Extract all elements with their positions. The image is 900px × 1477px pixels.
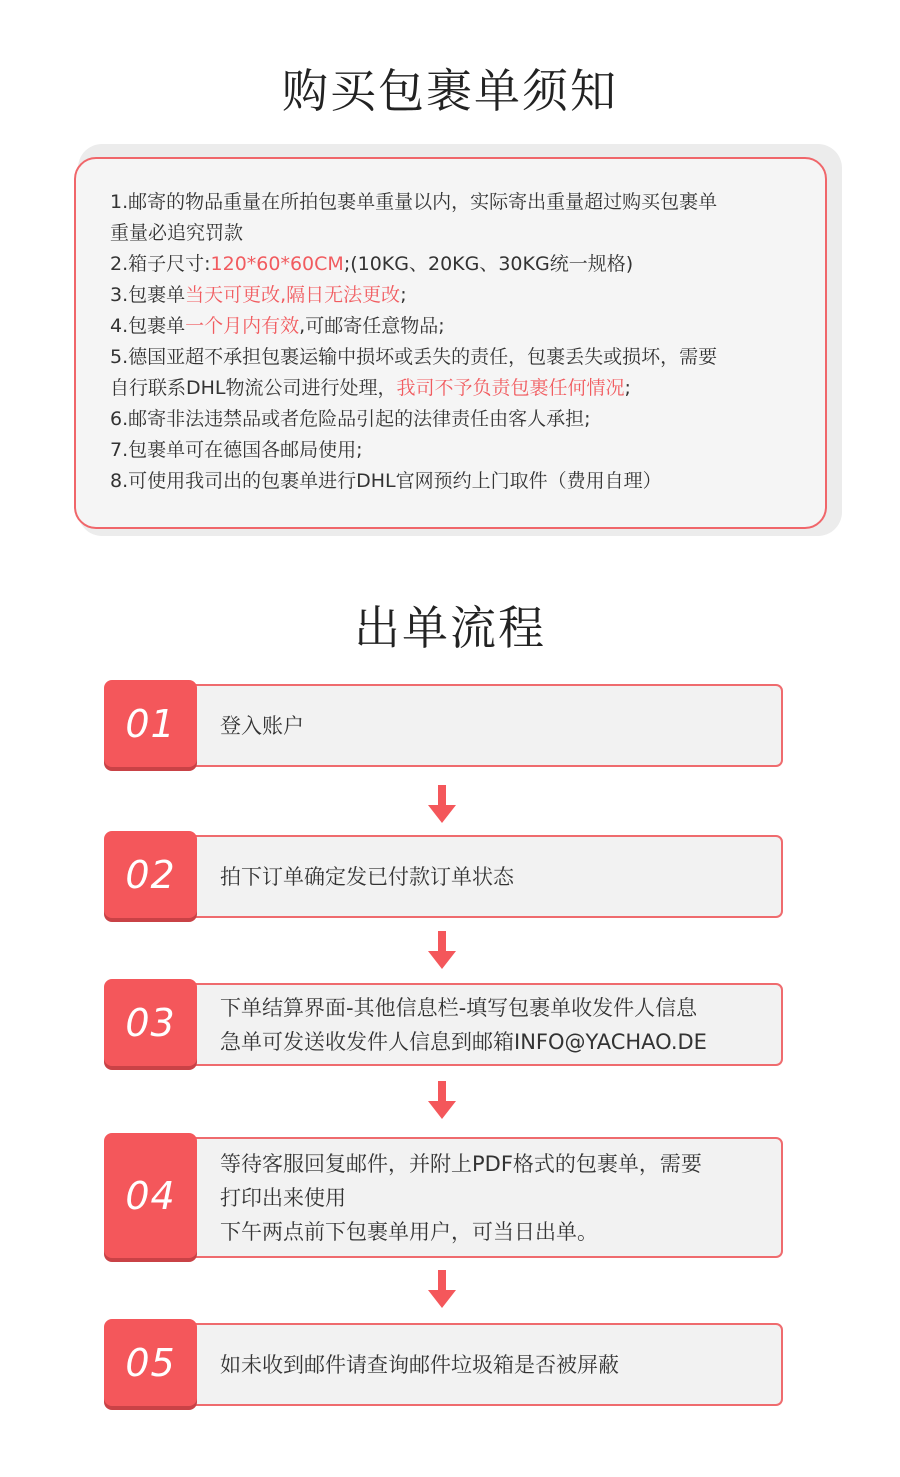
notice-item-8 <box>110 466 805 497</box>
notice-title: 购买包裹单须知 <box>282 64 618 118</box>
notice-text: 6.邮寄非法违禁品或者危险品引起的法律责任由客人承担; <box>110 408 591 430</box>
step-text-line: 急单可发送收发件人信息到邮箱INFO@YACHAO.DE <box>220 1029 707 1054</box>
notice-item-3 <box>110 280 805 311</box>
step-card-01 <box>106 684 783 767</box>
step-number-badge: 02 <box>104 831 197 918</box>
step-text-line: 等待客服回复邮件，并附上PDF格式的包裹单，需要 <box>220 1151 702 1176</box>
notice-text: ,可邮寄任意物品; <box>299 315 445 337</box>
step-card-02 <box>106 835 783 918</box>
notice-item-1 <box>110 187 805 218</box>
notice-text: ; <box>400 284 407 306</box>
step-text <box>220 684 769 767</box>
step-text <box>220 1137 769 1258</box>
step-card-03 <box>106 983 783 1066</box>
step-text-line: 打印出来使用 <box>220 1185 346 1210</box>
notice-text: 重量必追究罚款 <box>110 222 244 244</box>
notice-highlight: 我司不予负责包裹任何情况 <box>396 377 625 399</box>
step-text <box>220 1323 769 1406</box>
notice-item-1 <box>110 218 805 249</box>
notice-item-4 <box>110 311 805 342</box>
notice-text: ; <box>624 377 631 399</box>
notice-text: ;(10KG、20KG、30KG统一规格) <box>343 253 634 275</box>
step-text-line: 拍下订单确定发已付款订单状态 <box>220 864 514 889</box>
notice-item-6 <box>110 404 805 435</box>
step-text-line: 如未收到邮件请查询邮件垃圾箱是否被屏蔽 <box>220 1352 619 1377</box>
notice-text: 5.德国亚超不承担包裹运输中损坏或丢失的责任，包裹丢失或损坏，需要 <box>110 346 718 368</box>
notice-highlight: 120*60*60CM <box>210 253 344 275</box>
notice-item-5 <box>110 373 805 404</box>
step-number-badge: 04 <box>104 1133 197 1258</box>
down-arrow-icon <box>428 931 456 971</box>
notice-text: 3.包裹单 <box>110 284 186 306</box>
notice-box <box>74 157 827 529</box>
down-arrow-icon <box>428 1270 456 1310</box>
step-number-badge: 05 <box>104 1319 197 1406</box>
notice-text: 2.箱子尺寸: <box>110 253 211 275</box>
step-number-badge: 03 <box>104 979 197 1066</box>
notice-text: 4.包裹单 <box>110 315 186 337</box>
step-text-line: 下单结算界面-其他信息栏-填写包裹单收发件人信息 <box>220 995 698 1020</box>
notice-text: 8.可使用我司出的包裹单进行DHL官网预约上门取件（费用自理） <box>110 470 662 492</box>
process-title: 出单流程 <box>354 601 546 655</box>
notice-text: 自行联系DHL物流公司进行处理， <box>110 377 397 399</box>
step-text-line: 登入账户 <box>220 713 304 738</box>
notice-text: 1.邮寄的物品重量在所拍包裹单重量以内，实际寄出重量超过购买包裹单 <box>110 191 718 213</box>
step-number-badge: 01 <box>104 680 197 767</box>
notice-highlight: 一个月内有效 <box>185 315 300 337</box>
notice-item-5 <box>110 342 805 373</box>
notice-highlight: 当天可更改,隔日无法更改 <box>185 284 401 306</box>
down-arrow-icon <box>428 785 456 825</box>
step-card-05 <box>106 1323 783 1406</box>
down-arrow-icon <box>428 1081 456 1121</box>
step-text <box>220 835 769 918</box>
step-text-line: 下午两点前下包裹单用户，可当日出单。 <box>220 1219 598 1244</box>
step-card-04 <box>106 1137 783 1258</box>
step-text <box>220 983 769 1066</box>
notice-item-7 <box>110 435 805 466</box>
notice-item-2 <box>110 249 805 280</box>
notice-text: 7.包裹单可在德国各邮局使用; <box>110 439 363 461</box>
